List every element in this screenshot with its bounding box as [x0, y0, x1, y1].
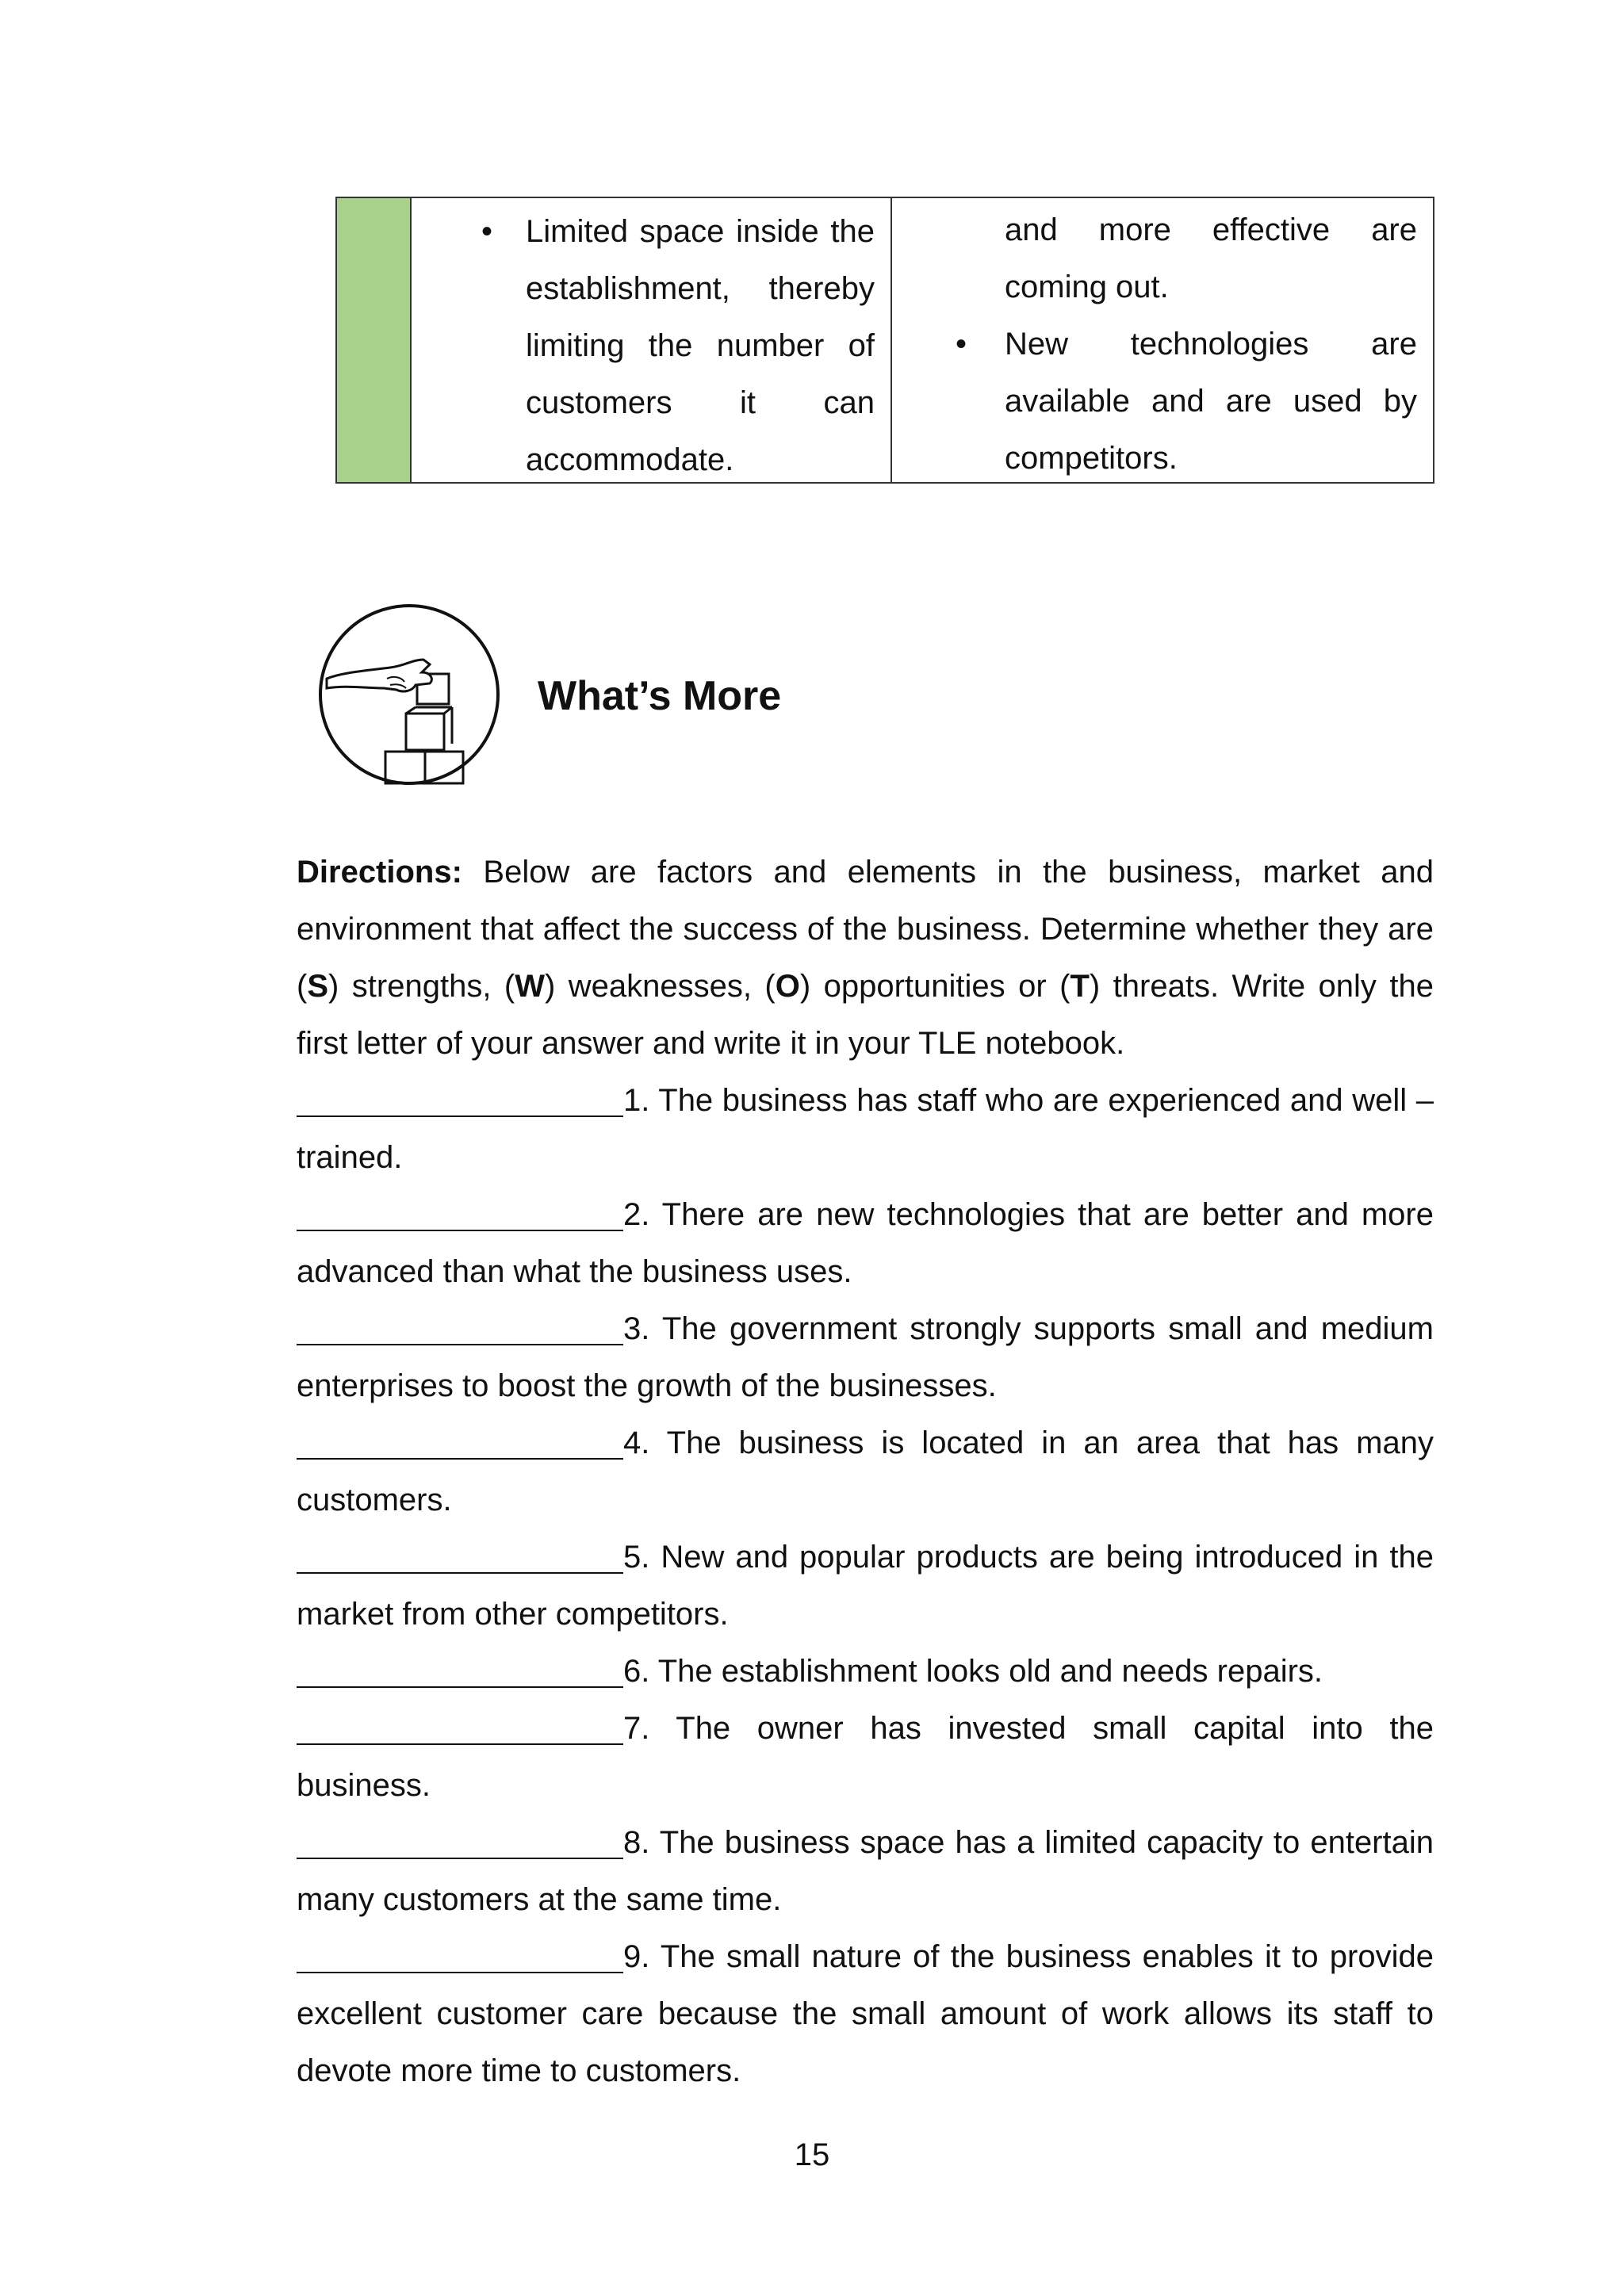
item-text: 3. The government strongly supports small and medium enterprises to boost the growth of the businesses.	[297, 1311, 1434, 1403]
answer-blank[interactable]	[297, 1195, 623, 1231]
bullet-icon: •	[481, 214, 493, 249]
threat-letter: T	[1070, 969, 1090, 1004]
list-item	[297, 1700, 1434, 1814]
item-text: 4. The business is located in an area that has many customers.	[297, 1425, 1434, 1517]
directions-text: ) threats. Write only the first letter of your answer and write it in your TLE notebook.	[297, 969, 1434, 1061]
answer-blank[interactable]	[297, 1651, 623, 1688]
table-color-column	[337, 198, 412, 482]
bullet-icon: •	[956, 327, 967, 362]
item-text: 2. There are new technologies that are better and more advanced than what the business uses.	[297, 1197, 1434, 1289]
item-text: 8. The business space has a limited capacity to entertain many customers at the same time.	[297, 1825, 1434, 1917]
directions-text: ) opportunities or (	[799, 969, 1071, 1004]
opportunity-letter: O	[775, 969, 800, 1004]
table-cell-weaknesses	[412, 198, 892, 482]
item-text: 9. The small nature of the business enables it to provide excellent customer care because the small amount of work allows its staff to devote more time to customers.	[297, 1939, 1434, 2088]
swot-table-fragment	[335, 197, 1434, 484]
item-text: 7. The owner has invested small capital into the business.	[297, 1711, 1434, 1803]
directions-label: Directions:	[297, 855, 462, 890]
list-item	[297, 1414, 1434, 1529]
threat-continuation-text: and more effective are coming out.	[1005, 212, 1417, 304]
answer-blank[interactable]	[297, 1423, 623, 1460]
question-list	[297, 1072, 1434, 2099]
list-item	[297, 1072, 1434, 1186]
strength-letter: S	[307, 969, 329, 1004]
section-title: What’s More	[538, 673, 782, 719]
list-item	[297, 1529, 1434, 1643]
list-item	[297, 1643, 1434, 1700]
directions-paragraph	[297, 844, 1434, 1072]
threat-bullet-text: New technologies are available and are used by competitors.	[1005, 327, 1417, 476]
directions-text: ) weaknesses, (	[544, 969, 776, 1004]
directions-text: Below are factors and elements in the business, market and environment that affect the success of the business. Determine whether they are (	[297, 855, 1434, 1004]
item-text: 6. The establishment looks old and needs repairs.	[623, 1654, 1323, 1689]
answer-blank[interactable]	[297, 1709, 623, 1745]
list-item	[297, 1814, 1434, 1928]
answer-blank[interactable]	[297, 1537, 623, 1574]
answer-blank[interactable]	[297, 1937, 623, 1973]
answer-blank[interactable]	[297, 1309, 623, 1345]
directions-text: ) strengths, (	[328, 969, 515, 1004]
page-number: 15	[794, 2137, 830, 2172]
list-item	[297, 1300, 1434, 1414]
item-text: 1. The business has staff who are experienced and well – trained.	[297, 1083, 1434, 1175]
hand-stacking-blocks-icon	[311, 596, 508, 793]
list-item	[297, 1928, 1434, 2099]
item-text: 5. New and popular products are being introduced in the market from other competitors.	[297, 1540, 1434, 1632]
answer-blank[interactable]	[297, 1081, 623, 1117]
list-item	[297, 1186, 1434, 1300]
weakness-letter: W	[515, 969, 545, 1004]
weakness-bullet-text: Limited space inside the establishment, thereby limiting the number of customers it can accommodate.	[526, 214, 875, 477]
answer-blank[interactable]	[297, 1823, 623, 1859]
table-cell-threats	[892, 198, 1433, 482]
